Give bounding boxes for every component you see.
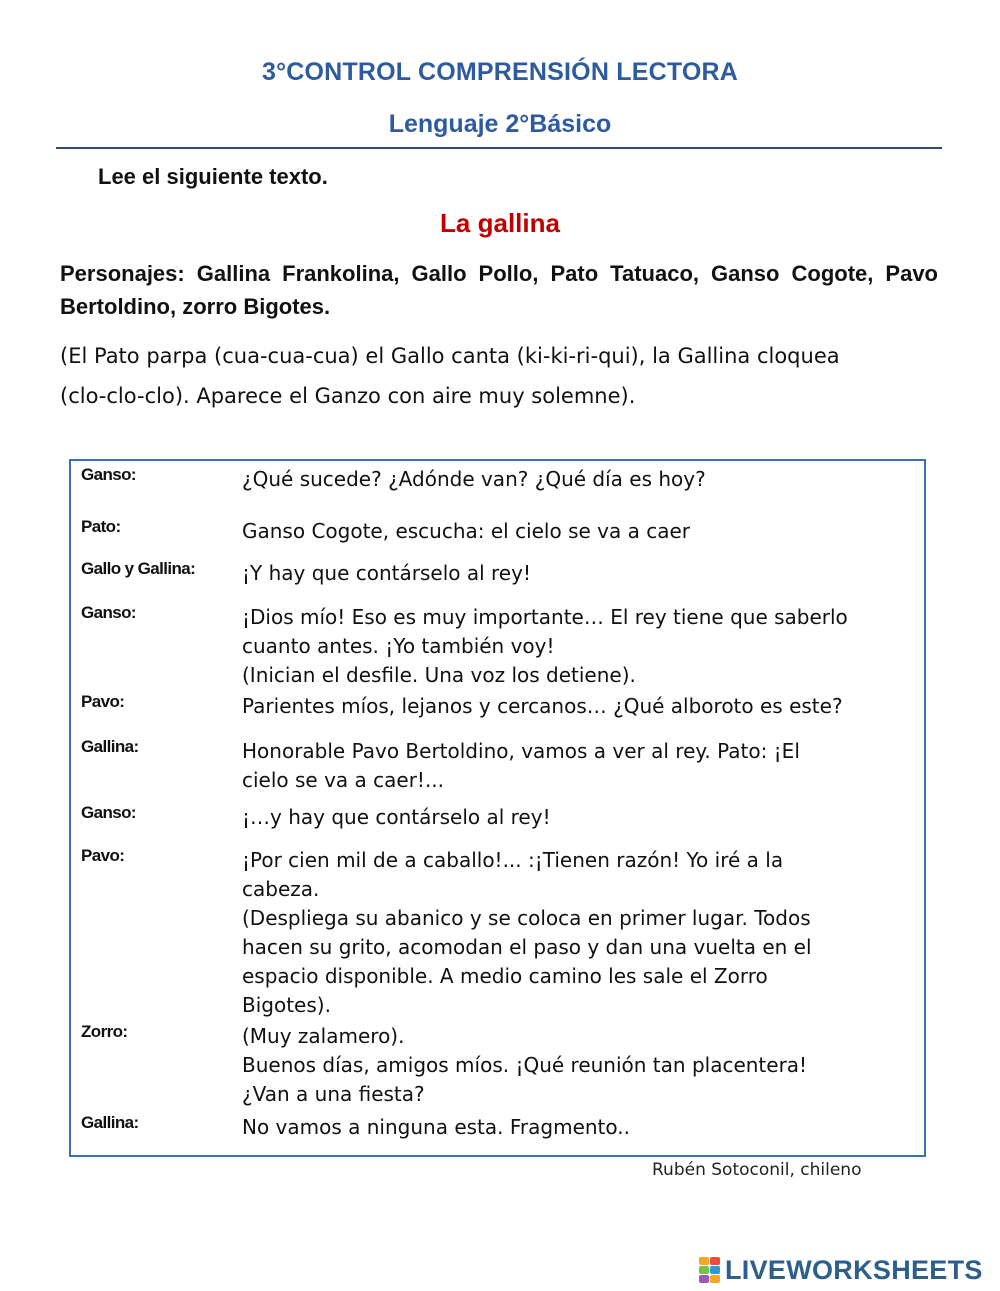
speech-line: Bigotes). (242, 993, 331, 1017)
speaker-label: Gallina: (81, 737, 139, 756)
speech-line: (Muy zalamero). (242, 1024, 405, 1048)
speech-line: Ganso Cogote, escucha: el cielo se va a caer (242, 519, 691, 543)
speech-text (242, 803, 922, 832)
speech-text (242, 517, 922, 546)
header-divider (56, 147, 942, 149)
speech-line: hacen su grito, acomodan el paso y dan una vuelta en el (242, 935, 812, 959)
speech-line: No vamos a ninguna esta. Fragmento.. (242, 1115, 630, 1139)
speech-line: ¡…y hay que contárselo al rey! (242, 805, 551, 829)
speech-text (242, 692, 922, 721)
speech-text (242, 1022, 922, 1109)
logo-text: LIVEWORKSHEETS (725, 1254, 983, 1285)
story-title: La gallina (440, 208, 560, 238)
speech-line: ¡Dios mío! Eso es muy importante… El rey tiene que saberlo (242, 605, 848, 629)
speech-text (242, 737, 922, 795)
speech-line: cuanto antes. ¡Yo también voy! (242, 634, 555, 658)
worksheet-subtitle: Lenguaje 2°Básico (388, 110, 612, 138)
worksheet-title: 3°CONTROL COMPRENSIÓN LECTORA (261, 58, 738, 86)
speaker-label: Zorro: (81, 1022, 128, 1041)
speaker-label: Pavo: (81, 846, 125, 865)
speaker-label: Ganso: (81, 803, 136, 822)
speech-line: ¡Por cien mil de a caballo!... :¡Tienen razón! Yo iré a la (242, 848, 784, 872)
speech-text (242, 465, 922, 494)
speech-line: Parientes míos, lejanos y cercanos… ¿Qué alboroto es este? (242, 694, 843, 718)
speech-line: ¡Y hay que contárselo al rey! (242, 561, 531, 585)
speech-line: Honorable Pavo Bertoldino, vamos a ver al rey. Pato: ¡El (242, 739, 800, 763)
speaker-label: Pavo: (81, 692, 125, 711)
speech-text (242, 846, 922, 1020)
speech-text (242, 1113, 922, 1142)
instruction-text: Lee el siguiente texto. (98, 164, 328, 189)
speech-text (242, 559, 922, 588)
speech-line: cabeza. (242, 877, 320, 901)
speech-line: ¿Qué sucede? ¿Adónde van? ¿Qué día es hoy? (242, 467, 706, 491)
speech-line: espacio disponible. A medio camino les sale el Zorro (242, 964, 768, 988)
speaker-label: Ganso: (81, 465, 136, 484)
speech-line: (Inician el desfile. Una voz los detiene). (242, 663, 636, 687)
speaker-label: Gallo y Gallina: (81, 559, 196, 578)
speaker-label: Ganso: (81, 603, 136, 622)
stage-direction (60, 336, 940, 416)
speaker-label: Pato: (81, 517, 121, 536)
stage-direction-line-1: (El Pato parpa (cua-cua-cua) el Gallo canta (ki-ki-ri-qui), la Gallina cloquea (60, 344, 840, 368)
speech-line: (Despliega su abanico y se coloca en primer lugar. Todos (242, 906, 811, 930)
speech-line: cielo se va a caer!... (242, 768, 445, 792)
speech-text (242, 603, 922, 690)
speaker-label: Gallina: (81, 1113, 139, 1132)
speech-line: ¿Van a una fiesta? (242, 1082, 425, 1106)
characters-list: Personajes: Gallina Frankolina, Gallo Pollo, Pato Tatuaco, Ganso Cogote, Pavo Bertoldino, zorro Bigotes. (60, 261, 938, 319)
speech-line: Buenos días, amigos míos. ¡Qué reunión tan placentera! (242, 1053, 808, 1077)
stage-direction-line-2: (clo-clo-clo). Aparece el Ganzo con aire muy solemne). (60, 384, 636, 408)
liveworksheets-logo-icon (699, 1257, 721, 1283)
dialogue-box (69, 459, 926, 1157)
author-credit: Rubén Sotoconil, chileno (652, 1160, 862, 1180)
liveworksheets-logo[interactable] (699, 1255, 983, 1285)
